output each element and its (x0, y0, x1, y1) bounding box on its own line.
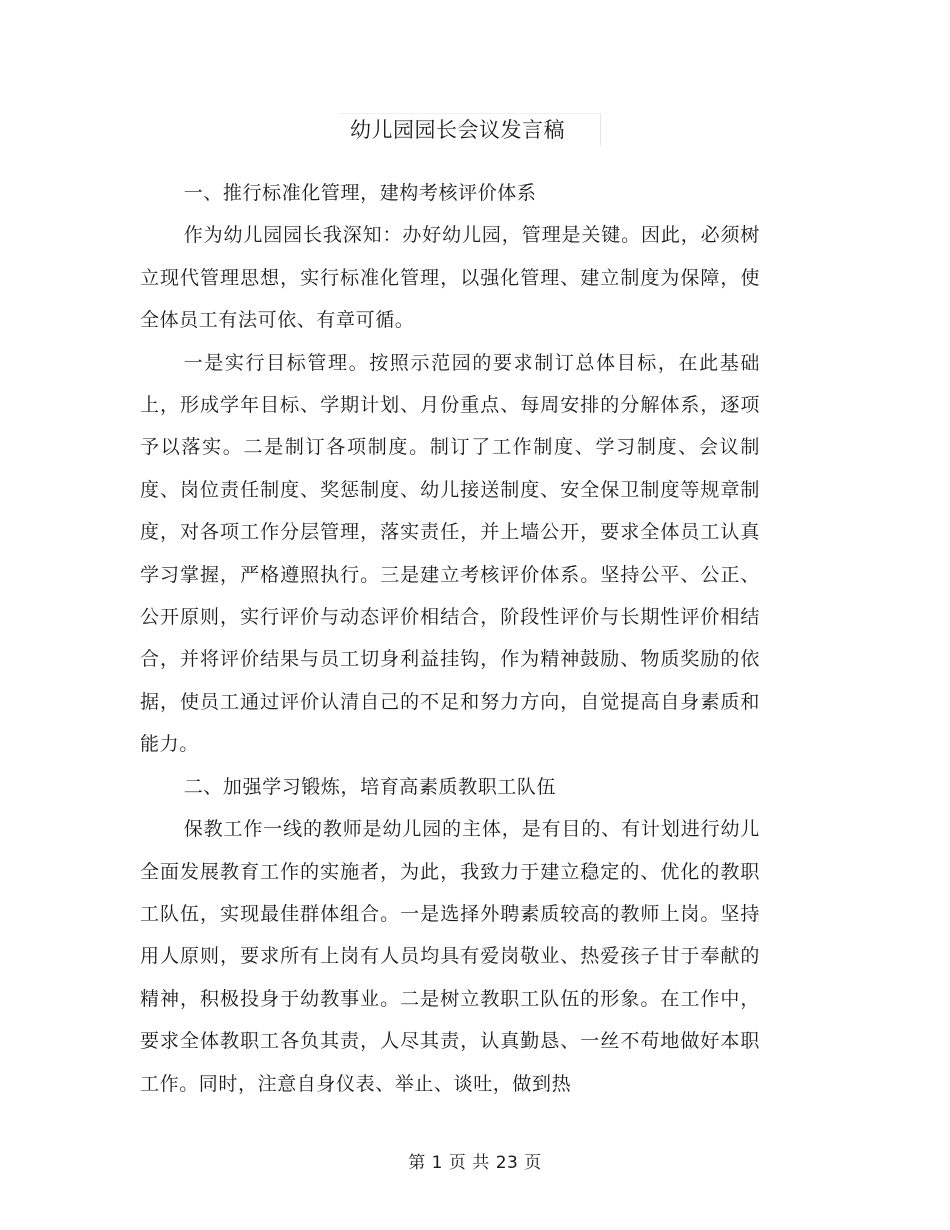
document-title: 幼儿园园长会议发言稿 (350, 118, 565, 142)
section-heading-2: 二、加强学习锻炼，培育高素质教职工队伍 (183, 775, 557, 798)
title-box (338, 113, 601, 146)
paragraph-2: 一是实行目标管理。按照示范园的要求制订总体目标，在此基础上，形成学年目标、学期计划、月份重点、每周安排的分解体系，逐项予以落实。二是制订各项制度。制订了工作制度、学习制度、会议制度、岗位责任制度、奖惩制度、幼儿接送制度、安全保卫制度等规章制度，对各项工作分层管理，落实责任，并上墙公开，要求全体员工认真学习掌握，严格遵照执行。三是建立考核评价体系。坚持公平、公正、公开原则，实行评价与动态评价相结合，阶段性评价与长期性评价相结合，并将评价结果与员工切身利益挂钩，作为精神鼓励、物质奖励的依据，使员工通过评价认清自己的不足和努力方向，自觉提高自身素质和能力。 (140, 351, 760, 756)
page-footer: 第 1 页 共 23 页 (408, 1153, 542, 1173)
section-heading-1: 一、推行标准化管理，建构考核评价体系 (183, 182, 537, 204)
paragraph-1: 作为幼儿园园长我深知：办好幼儿园，管理是关键。因此，必须树立现代管理思想，实行标准化管理，以强化管理、建立制度为保障，使全体员工有法可依、有章可循。 (140, 224, 760, 332)
document-body (140, 172, 760, 1105)
paragraph-3: 保教工作一线的教师是幼儿园的主体，是有目的、有计划进行幼儿全面发展教育工作的实施者，为此，我致力于建立稳定的、优化的教职工队伍，实现最佳群体组合。一是选择外聘素质较高的教师上岗。坚持用人原则，要求所有上岗有人员均具有爱岗敬业、热爱孩子甘于奉献的精神，积极投身于幼教事业。二是树立教职工队伍的形象。在工作中，要求全体教职工各负其责，人尽其责，认真勤恳、一丝不苟地做好本职工作。同时，注意自身仪表、举止、谈吐，做到热 (140, 818, 760, 1095)
